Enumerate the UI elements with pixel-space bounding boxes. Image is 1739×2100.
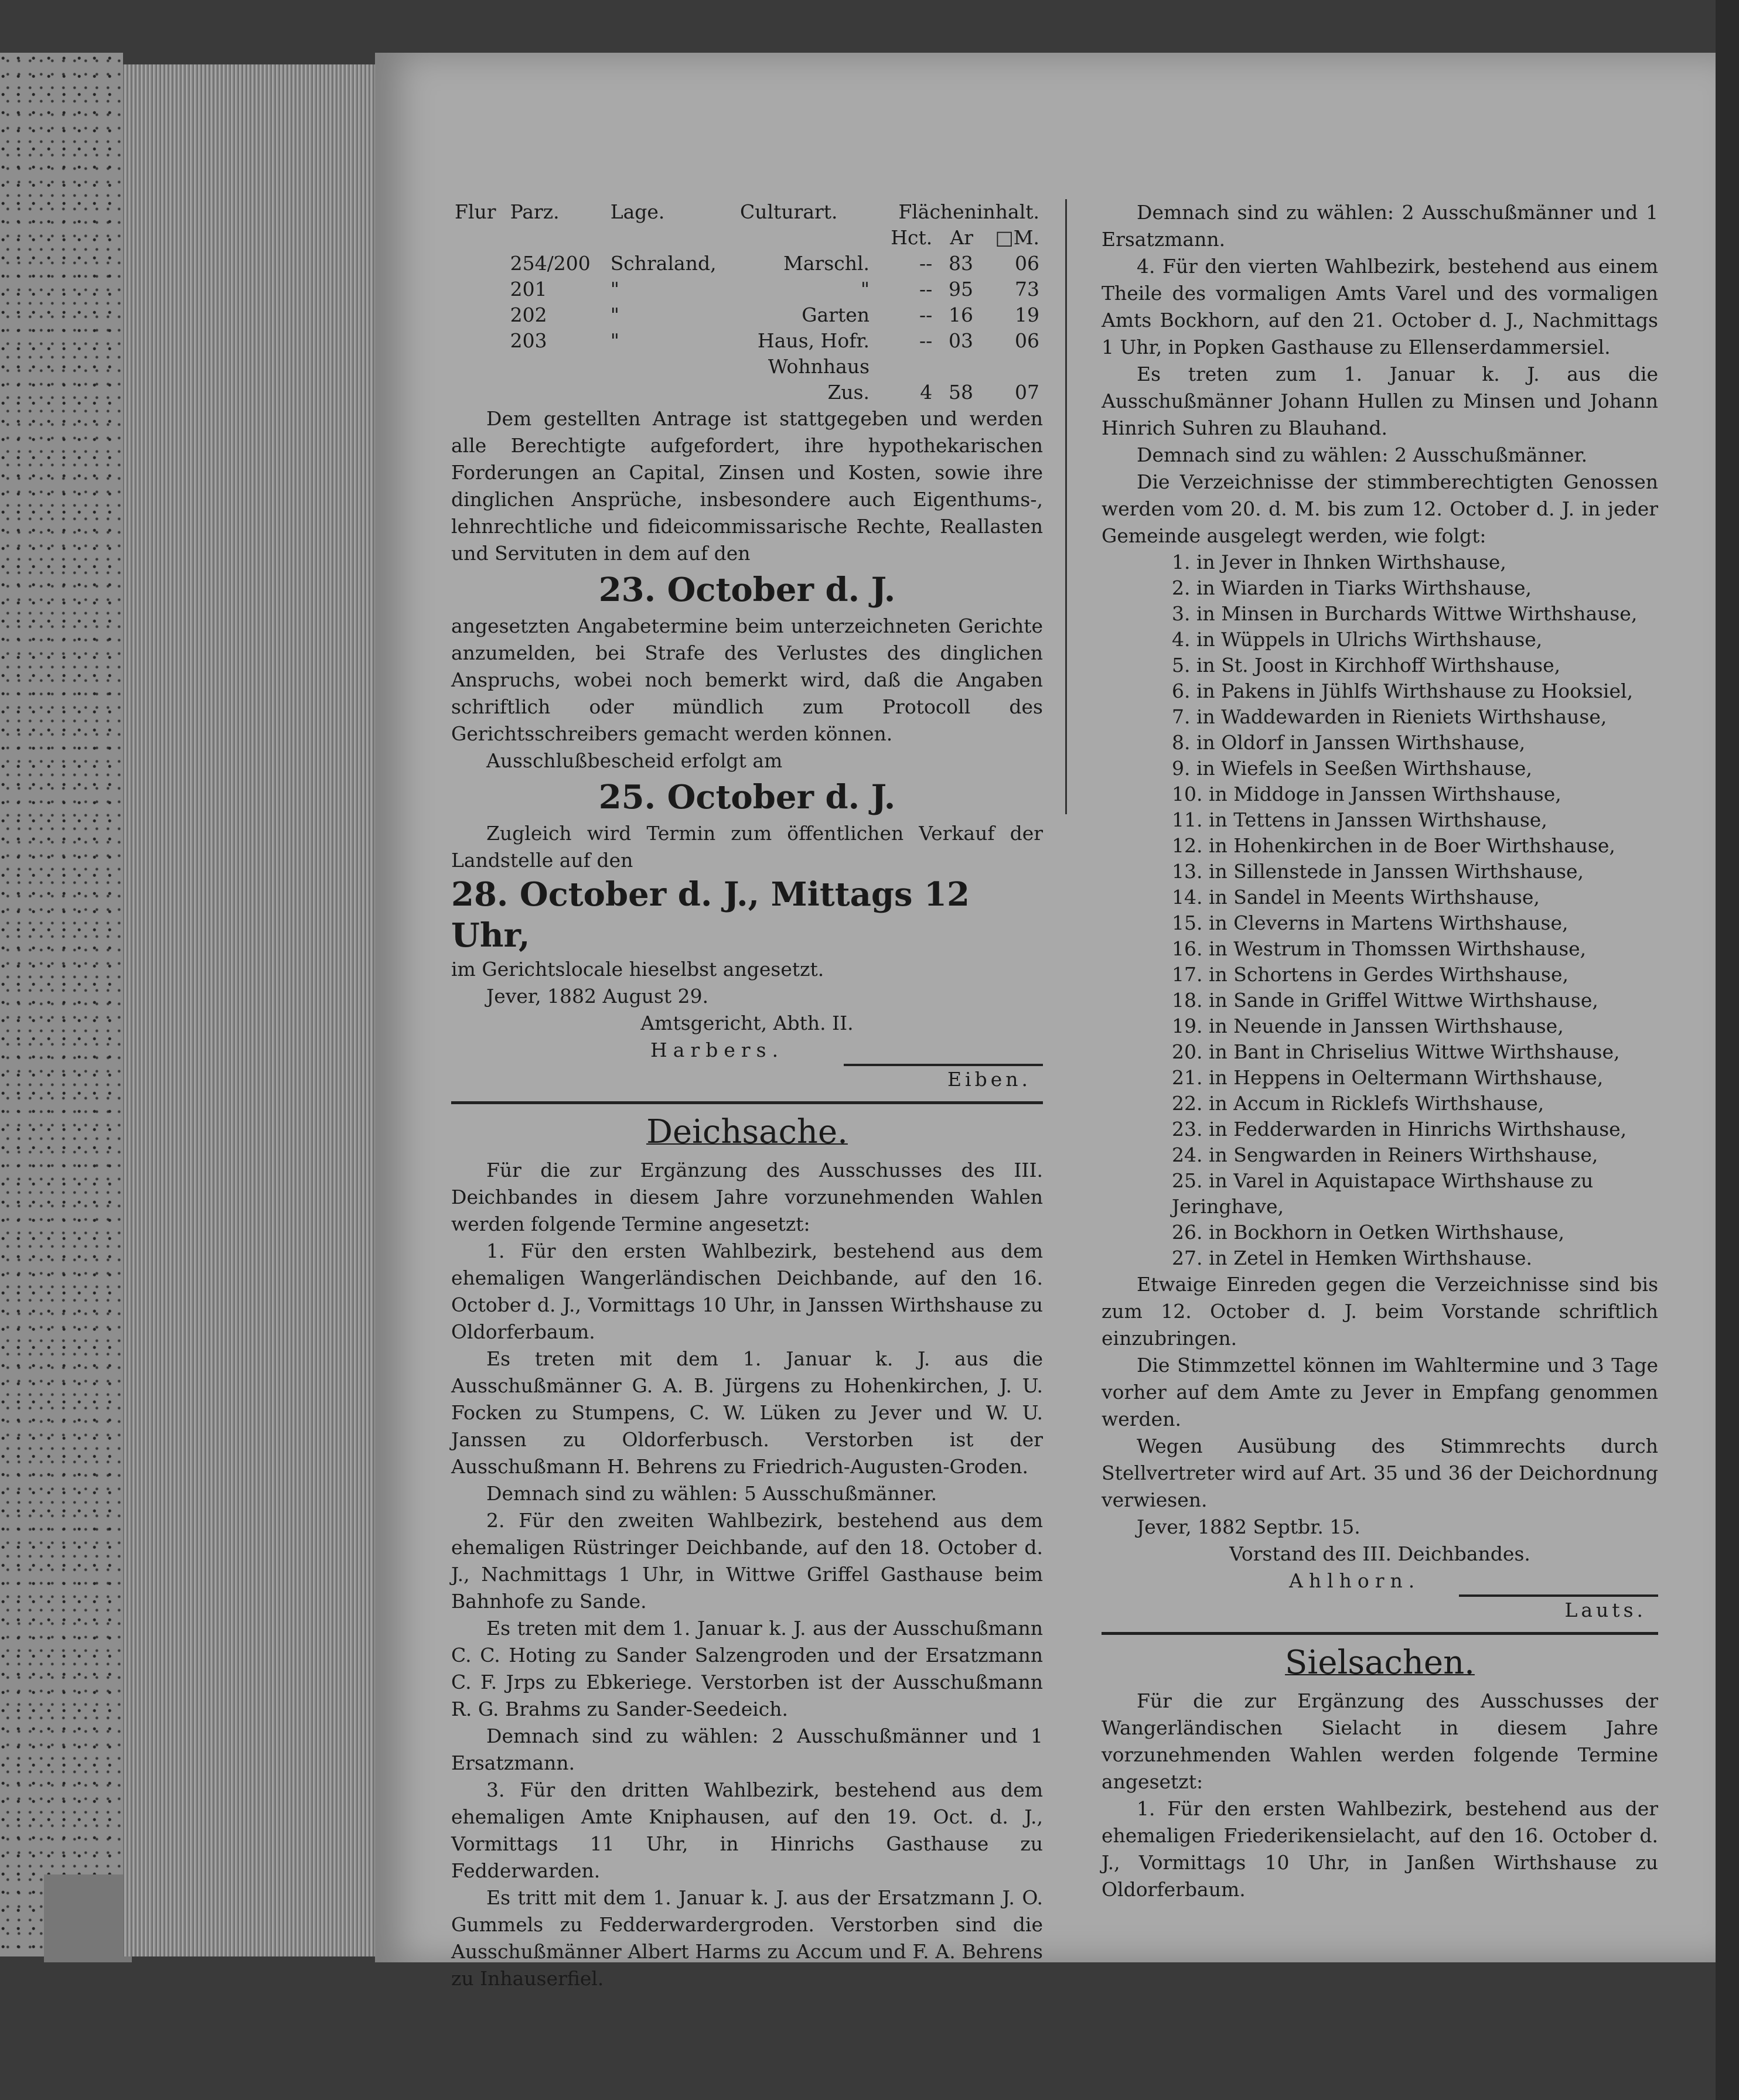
column-divider	[1065, 199, 1067, 814]
table-cell: 95	[948, 278, 973, 301]
list-item: 5. in St. Joost in Kirchhoff Wirthshause,	[1172, 654, 1561, 677]
left-column	[451, 199, 1043, 1992]
list-item: 20. in Bant in Chriselius Wittwe Wirthshause,	[1172, 1040, 1620, 1063]
paragraph: Demnach sind zu wählen: 5 Ausschußmänner.	[486, 1482, 937, 1505]
table-cell: 83	[948, 252, 973, 275]
table-subheader: □M.	[995, 226, 1039, 249]
list-item: 1. in Jever in Ihnken Wirthshause,	[1172, 551, 1506, 573]
paragraph: Zugleich wird Termin zum öffentlichen Verkauf der Landstelle auf den	[451, 822, 1043, 872]
signature-block	[451, 1037, 1043, 1064]
paragraph: angesetzten Angabetermine beim unterzeichneten Gerichte anzumelden, bei Strafe des Verlustes des dinglichen Anspruchs, wobei noch bemerkt wird, daß die Angaben schriftlich oder mündlich zum Protocoll des Gerichtsschreibers gemacht werden können.	[451, 614, 1043, 745]
table-cell: Wohnhaus	[768, 355, 870, 378]
sale-date: 28. October d. J., Mittags 12 Uhr,	[451, 875, 970, 955]
paragraph: Für die zur Ergänzung des Ausschusses der Wangerländischen Sielacht in diesem Jahre vorzunehmenden Wahlen werden folgende Termine angesetzt:	[1102, 1689, 1658, 1793]
list-item: 12. in Hohenkirchen in de Boer Wirthshause,	[1172, 834, 1615, 857]
list-item: 6. in Pakens in Jühlfs Wirthshause zu Hooksiel,	[1172, 679, 1634, 702]
table-cell: Haus, Hofr.	[757, 329, 870, 352]
table-header: Lage.	[610, 200, 665, 223]
table-subheader: Ar	[950, 226, 973, 249]
place-date: Jever, 1882 Septbr. 15.	[1137, 1515, 1360, 1538]
list-item: 2. in Wiarden in Tiarks Wirthshause,	[1172, 576, 1532, 599]
exclusion-date: 25. October d. J.	[598, 778, 896, 817]
table-header: Parz.	[510, 200, 560, 223]
polling-list	[1102, 549, 1658, 1271]
total-hct: 4	[920, 381, 933, 404]
paragraph: 2. Für den zweiten Wahlbezirk, bestehend aus dem ehemaligen Rüstringer Deichbande, auf den 18. October d. J., Nachmittags 1 Uhr, in Wittwe Griffel Gasthause beim Bahnhofe zu Sande.	[451, 1509, 1043, 1613]
table-cell: 06	[1015, 329, 1039, 352]
table-header: Flur	[455, 200, 496, 223]
table-total-row	[451, 380, 1043, 405]
table-cell: 201	[510, 278, 547, 301]
court-name: Amtsgericht, Abth. II.	[640, 1012, 854, 1034]
table-cell: "	[860, 278, 870, 301]
section-rule	[451, 1101, 1043, 1104]
list-item: 26. in Bockhorn in Oetken Wirthshause,	[1172, 1221, 1565, 1244]
list-item: 16. in Westrum in Thomssen Wirthshause,	[1172, 937, 1587, 960]
list-item: 4. in Wüppels in Ulrichs Wirthshause,	[1172, 628, 1543, 651]
list-item: 10. in Middoge in Janssen Wirthshause,	[1172, 783, 1561, 805]
section-rule	[1102, 1632, 1658, 1635]
table-cell: 202	[510, 303, 547, 326]
list-item: 21. in Heppens in Oeltermann Wirthshause,	[1172, 1066, 1604, 1089]
list-item: 8. in Oldorf in Janssen Wirthshause,	[1172, 731, 1526, 754]
paragraph: 1. Für den ersten Wahlbezirk, bestehend aus dem ehemaligen Wangerländischen Deichbande, auf den 16. October d. J., Vormittags 10 Uhr, in Janssen Wirthshause zu Oldorferbaum.	[451, 1239, 1043, 1343]
list-item: 15. in Cleverns in Martens Wirthshause,	[1172, 911, 1568, 934]
table-row	[451, 276, 1043, 302]
table-cell: 19	[1015, 303, 1039, 326]
list-item: 25. in Varel in Aquistapace Wirthshause zu Jeringhave,	[1172, 1169, 1594, 1218]
total-ar: 58	[948, 381, 973, 404]
table-cell: Schraland,	[610, 252, 717, 275]
table-cell: "	[610, 303, 619, 326]
table-subheader: Hct.	[891, 226, 933, 249]
list-item: 18. in Sande in Griffel Wittwe Wirthshause,	[1172, 989, 1598, 1012]
paragraph: Es tritt mit dem 1. Januar k. J. aus der Ersatzmann J. O. Gummels zu Fedderwardergroden. Verstorben sind die Ausschußmänner Albert Harms zu Accum und F. A. Behrens zu Inhauserfiel.	[451, 1886, 1043, 1990]
secondary-signer: Eiben.	[844, 1064, 1043, 1093]
table-header-row	[451, 199, 1043, 225]
paragraph: Die Verzeichnisse der stimmberechtigten Genossen werden vom 20. d. M. bis zum 12. October d. J. in jeder Gemeinde ausgelegt werden, wie folgt:	[1102, 470, 1658, 547]
paragraph: Es treten mit dem 1. Januar k. J. aus der Ausschußmann C. C. Hoting zu Sander Salzengroden und der Ersatzmann C. F. Jrps zu Ebkeriege. Verstorben ist der Ausschußmann R. G. Brahms zu Sander-Seedeich.	[451, 1617, 1043, 1720]
table-cell: "	[610, 329, 619, 352]
table-cell: 06	[1015, 252, 1039, 275]
table-cell: 16	[948, 303, 973, 326]
right-column	[1102, 199, 1658, 1903]
total-qm: 07	[1015, 381, 1039, 404]
table-row	[451, 251, 1043, 276]
signature-block	[1102, 1568, 1658, 1594]
table-cell: Garten	[802, 303, 870, 326]
table-subheader-row	[451, 225, 1043, 251]
secondary-signer: Lauts.	[1459, 1594, 1658, 1624]
table-cell: --	[919, 329, 933, 352]
table-row	[451, 302, 1043, 328]
section-heading: Deichsache.	[646, 1113, 848, 1151]
book-corner	[44, 1874, 132, 1962]
list-item: 27. in Zetel in Hemken Wirthshause.	[1172, 1247, 1532, 1269]
table-cell: 73	[1015, 278, 1039, 301]
paragraph: im Gerichtslocale hieselbst angesetzt.	[451, 958, 824, 981]
paragraph: Demnach sind zu wählen: 2 Ausschußmänner und 1 Ersatzmann.	[451, 1725, 1043, 1774]
list-item: 9. in Wiefels in Seeßen Wirthshause,	[1172, 757, 1532, 780]
total-label: Zus.	[827, 381, 870, 404]
signer-name: Ahlhorn.	[1289, 1569, 1421, 1592]
paragraph: Demnach sind zu wählen: 2 Ausschußmänner.	[1137, 443, 1588, 466]
list-item: 23. in Fedderwarden in Hinrichs Wirthshause,	[1172, 1118, 1627, 1141]
list-item: 19. in Neuende in Janssen Wirthshause,	[1172, 1015, 1564, 1037]
list-item: 24. in Sengwarden in Reiners Wirthshause,	[1172, 1143, 1598, 1166]
table-cell: --	[919, 252, 933, 275]
table-row	[451, 354, 1043, 380]
list-item: 3. in Minsen in Burchards Wittwe Wirthshause,	[1172, 602, 1638, 625]
book-cover-edge	[0, 53, 123, 1956]
paragraph: Ausschlußbescheid erfolgt am	[486, 749, 783, 772]
table-cell: 254/200	[510, 252, 591, 275]
board-name: Vorstand des III. Deichbandes.	[1229, 1542, 1530, 1565]
section-heading: Sielsachen.	[1285, 1644, 1475, 1682]
place-date: Jever, 1882 August 29.	[486, 985, 709, 1008]
table-cell: 203	[510, 329, 547, 352]
list-item: 22. in Accum in Ricklefs Wirthshause,	[1172, 1092, 1544, 1115]
deadline-date: 23. October d. J.	[598, 571, 896, 609]
paragraph: 4. Für den vierten Wahlbezirk, bestehend aus einem Theile des vormaligen Amts Varel und des vormaligen Amts Bockhorn, auf den 21. October d. J., Nachmittags 1 Uhr, in Popken Gasthause zu Ellenserdammersiel.	[1102, 255, 1658, 358]
list-item: 11. in Tettens in Janssen Wirthshause,	[1172, 808, 1547, 831]
table-cell: --	[919, 303, 933, 326]
paragraph: 3. Für den dritten Wahlbezirk, bestehend aus dem ehemaligen Amte Kniphausen, auf den 19. Oct. d. J., Vormittags 11 Uhr, in Hinrichs Gasthause zu Fedderwarden.	[451, 1778, 1043, 1882]
table-row	[451, 328, 1043, 354]
paragraph: Etwaige Einreden gegen die Verzeichnisse sind bis zum 12. October d. J. beim Vorstande schriftlich einzubringen.	[1102, 1273, 1658, 1350]
list-item: 17. in Schortens in Gerdes Wirthshause,	[1172, 963, 1569, 986]
paragraph: Es treten mit dem 1. Januar k. J. aus die Ausschußmänner G. A. B. Jürgens zu Hohenkirchen, J. U. Focken zu Stumpens, C. W. Lüken zu Jever und W. U. Janssen zu Oldorferbusch. Verstorben ist der Ausschußmann H. Behrens zu Friedrich-Augusten-Groden.	[451, 1347, 1043, 1478]
paragraph: Für die zur Ergänzung des Ausschusses des III. Deichbandes in diesem Jahre vorzunehmenden Wahlen werden folgende Termine angesetzt:	[451, 1159, 1043, 1235]
list-item: 14. in Sandel in Meents Wirthshause,	[1172, 886, 1540, 909]
table-cell: --	[919, 278, 933, 301]
table-cell: Marschl.	[783, 252, 870, 275]
signer-name: Harbers.	[650, 1039, 785, 1061]
paragraph: Wegen Ausübung des Stimmrechts durch Stellvertreter wird auf Art. 35 und 36 der Deichordnung verwiesen.	[1102, 1435, 1658, 1511]
table-header: Flächeninhalt.	[898, 200, 1039, 223]
parcel-table	[451, 199, 1043, 405]
table-cell: 03	[948, 329, 973, 352]
paragraph: Demnach sind zu wählen: 2 Ausschußmänner und 1 Ersatzmann.	[1102, 201, 1658, 251]
paragraph: Dem gestellten Antrage ist stattgegeben und werden alle Berechtigte aufgefordert, ihre hypothekarischen Forderungen an Capital, Zinsen und Kosten, sowie ihre dinglichen Ansprüche, insbesondere auch Eigenthums-, lehnrechtliche und fideicommissarische Rechte, Reallasten und Servituten in dem auf den	[451, 407, 1043, 565]
paragraph: 1. Für den ersten Wahlbezirk, bestehend aus der ehemaligen Friederikensielacht, auf den 16. October d. J., Vormittags 10 Uhr, in Janßen Wirthshause zu Oldorferbaum.	[1102, 1797, 1658, 1901]
table-cell: "	[610, 278, 619, 301]
page-stack-edge	[123, 64, 375, 1956]
paragraph: Die Stimmzettel können im Wahltermine und 3 Tage vorher auf dem Amte zu Jever in Empfang genommen werden.	[1102, 1354, 1658, 1430]
paragraph: Es treten zum 1. Januar k. J. aus die Ausschußmänner Johann Hullen zu Minsen und Johann Hinrich Suhren zu Blauhand.	[1102, 363, 1658, 439]
list-item: 13. in Sillenstede in Janssen Wirthshause,	[1172, 860, 1584, 883]
list-item: 7. in Waddewarden in Rieniets Wirthshause,	[1172, 705, 1607, 728]
background-right	[1716, 0, 1739, 2100]
table-header: Culturart.	[740, 200, 838, 223]
